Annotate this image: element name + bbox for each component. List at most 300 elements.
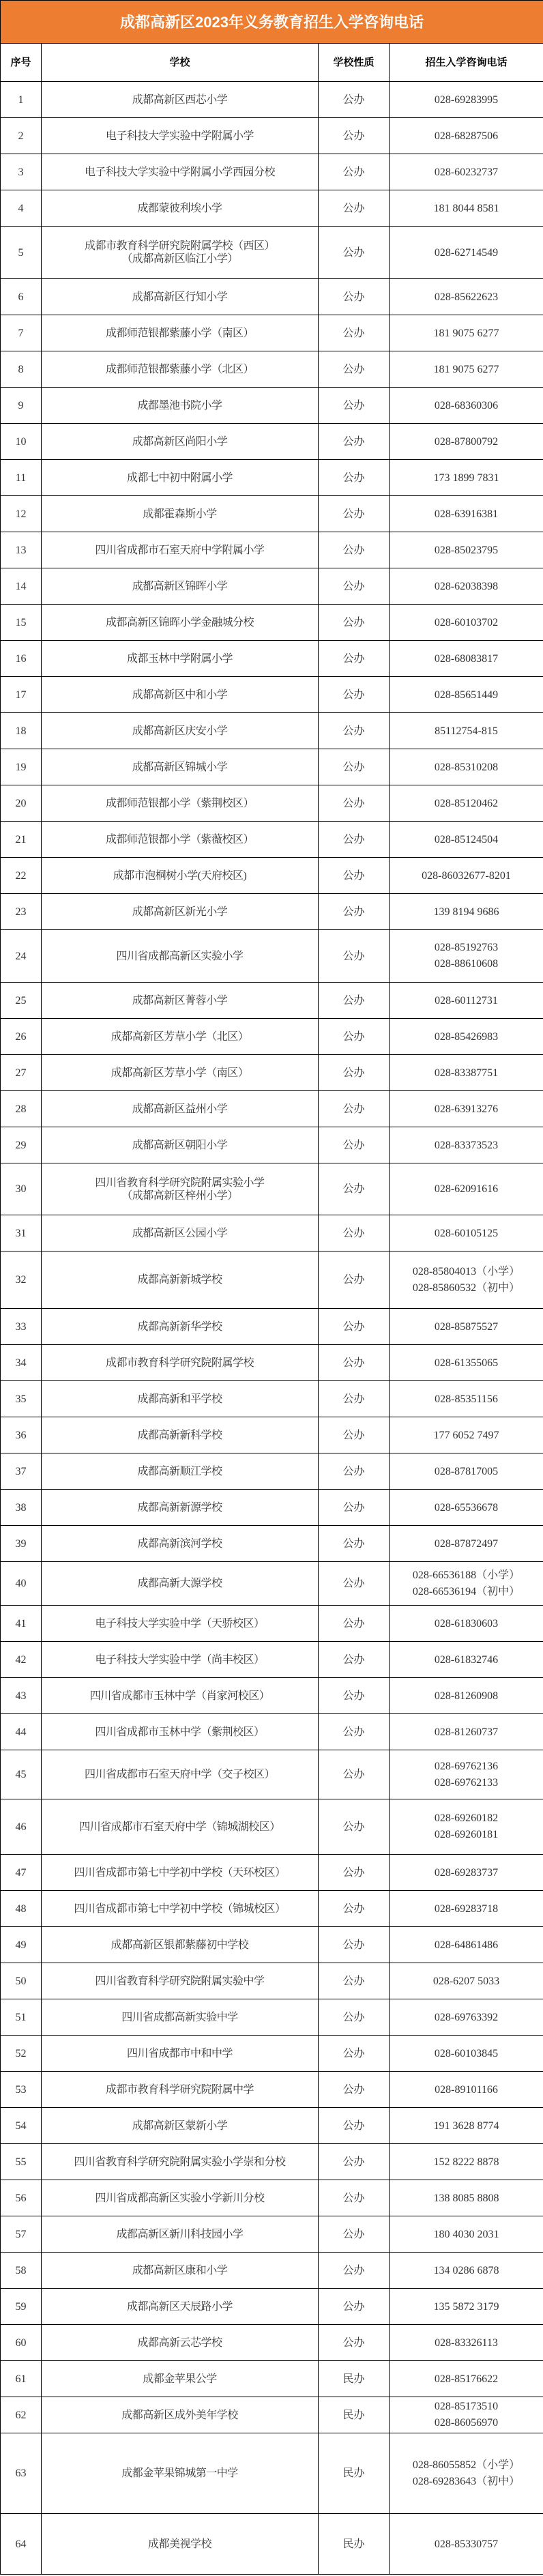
school-name: 成都高新和平学校 xyxy=(137,1393,222,1405)
table-row xyxy=(1,713,543,749)
school-type: 公办 xyxy=(319,315,390,351)
row-index: 56 xyxy=(1,2180,42,2216)
phone-cell xyxy=(390,1381,543,1417)
school-type: 公办 xyxy=(319,1019,390,1055)
school-name-cell xyxy=(42,1714,319,1750)
school-name: 成都市教育科学研究院附属学校（西区） xyxy=(84,240,275,252)
school-type: 公办 xyxy=(319,1091,390,1127)
table-row xyxy=(1,2072,543,2108)
row-index: 9 xyxy=(1,388,42,424)
row-index: 38 xyxy=(1,1490,42,1526)
school-type: 公办 xyxy=(319,1750,390,1799)
school-type: 公办 xyxy=(319,351,390,388)
school-type: 公办 xyxy=(319,677,390,713)
phone-number: 028-86056970 xyxy=(434,2417,499,2429)
phone-number: 028-87817005 xyxy=(434,1465,499,1477)
school-name-cell xyxy=(42,154,319,190)
phone-number: 028-83373523 xyxy=(434,1139,499,1151)
school-name: 四川省成都市石室天府中学附属小学 xyxy=(95,544,265,556)
table-row xyxy=(1,1251,543,1309)
school-type: 公办 xyxy=(319,1526,390,1562)
phone-cell xyxy=(390,2072,543,2108)
school-name-cell xyxy=(42,1251,319,1309)
row-index: 6 xyxy=(1,279,42,315)
row-index: 52 xyxy=(1,2036,42,2072)
school-name: 成都师范银都小学（紫薇校区） xyxy=(105,833,254,845)
table-row xyxy=(1,2397,543,2433)
school-name-cell xyxy=(42,1163,319,1215)
phone-cell xyxy=(390,1750,543,1799)
phone-cell xyxy=(390,1562,543,1606)
school-type: 公办 xyxy=(319,2216,390,2253)
phone-cell xyxy=(390,822,543,858)
column-header-row xyxy=(1,44,543,82)
school-name-cell xyxy=(42,2216,319,2253)
school-name-cell xyxy=(42,388,319,424)
phone-cell xyxy=(390,1091,543,1127)
school-name-cell xyxy=(42,2361,319,2397)
table-row xyxy=(1,154,543,190)
phone-cell xyxy=(390,2289,543,2325)
phone-cell xyxy=(390,2108,543,2144)
phone-number: 028-60232737 xyxy=(434,166,499,178)
row-index: 16 xyxy=(1,641,42,677)
school-name-cell xyxy=(42,82,319,118)
phone-cell xyxy=(390,154,543,190)
phone-number: 028-61830603 xyxy=(434,1617,499,1630)
phone-number: 134 0286 6878 xyxy=(433,2264,499,2276)
school-type: 公办 xyxy=(319,713,390,749)
table-row xyxy=(1,2036,543,2072)
school-type: 公办 xyxy=(319,2253,390,2289)
school-type: 公办 xyxy=(319,1127,390,1163)
row-index: 18 xyxy=(1,713,42,749)
table-row xyxy=(1,1453,543,1490)
table-row xyxy=(1,2108,543,2144)
school-name: 成都师范银都紫藤小学（南区） xyxy=(105,327,254,339)
table-row xyxy=(1,2514,543,2575)
table-row xyxy=(1,677,543,713)
table-row xyxy=(1,1562,543,1606)
school-name-cell xyxy=(42,894,319,930)
school-name: 四川省教育科学研究院附属实验小学 xyxy=(95,1176,265,1189)
school-name: 成都高新大源学校 xyxy=(137,1578,222,1589)
school-name: 成都高新区新光小学 xyxy=(132,906,228,918)
table-row xyxy=(1,568,543,605)
row-index: 2 xyxy=(1,118,42,154)
school-name-cell xyxy=(42,496,319,532)
school-name-cell xyxy=(42,568,319,605)
table-row xyxy=(1,1799,543,1855)
phone-number: 028-87872497 xyxy=(434,1537,499,1550)
phone-number: 028-85351156 xyxy=(435,1393,498,1405)
phone-number: 028-85124504 xyxy=(434,833,499,845)
phone-cell xyxy=(390,2325,543,2361)
phone-cell xyxy=(390,351,543,388)
school-name-cell xyxy=(42,1642,319,1678)
table-row xyxy=(1,858,543,894)
school-type: 公办 xyxy=(319,894,390,930)
phone-cell xyxy=(390,677,543,713)
school-name: 成都高新区尚阳小学 xyxy=(132,435,228,448)
row-index: 64 xyxy=(1,2514,42,2575)
school-name: 成都高新区锦晖小学 xyxy=(132,580,228,592)
table-row xyxy=(1,227,543,279)
row-index: 11 xyxy=(1,460,42,496)
school-name: 四川省成都高新实验中学 xyxy=(121,2011,238,2023)
row-index: 23 xyxy=(1,894,42,930)
table-row xyxy=(1,2361,543,2397)
table-row xyxy=(1,1927,543,1963)
row-index: 22 xyxy=(1,858,42,894)
phone-cell xyxy=(390,388,543,424)
phone-number: 028-85023795 xyxy=(434,544,499,556)
phone-cell xyxy=(390,460,543,496)
school-name-cell xyxy=(42,315,319,351)
phone-number: 181 8044 8581 xyxy=(433,202,499,214)
table-body xyxy=(1,82,543,2575)
school-name-cell xyxy=(42,2036,319,2072)
table-row xyxy=(1,1019,543,1055)
phone-number: 028-69762133 xyxy=(434,1776,499,1789)
row-index: 59 xyxy=(1,2289,42,2325)
school-type: 公办 xyxy=(319,2180,390,2216)
school-type: 公办 xyxy=(319,1055,390,1091)
table-row xyxy=(1,2433,543,2514)
row-index: 42 xyxy=(1,1642,42,1678)
school-name: 成都师范银都小学（紫荆校区） xyxy=(105,797,254,809)
school-name: 成都高新顺江学校 xyxy=(137,1465,222,1477)
phone-number: 028-86055852（小学） xyxy=(412,2459,520,2471)
phone-number: 028-69763392 xyxy=(434,2011,499,2023)
table-row xyxy=(1,1678,543,1714)
phone-number: 028-81260908 xyxy=(434,1690,499,1702)
school-name: 成都高新区芳草小学（南区） xyxy=(111,1067,249,1079)
phone-cell xyxy=(390,568,543,605)
phone-number: 181 9075 6277 xyxy=(433,363,499,375)
school-name-cell xyxy=(42,1891,319,1927)
phone-cell xyxy=(390,2036,543,2072)
school-type: 公办 xyxy=(319,496,390,532)
school-type: 公办 xyxy=(319,822,390,858)
phone-number: 028-68083817 xyxy=(434,652,499,665)
school-name: 四川省成都高新区实验小学新川分校 xyxy=(95,2192,265,2204)
school-name: 成都七中初中附属小学 xyxy=(126,472,233,484)
school-name-cell xyxy=(42,858,319,894)
school-type: 公办 xyxy=(319,641,390,677)
school-type: 民办 xyxy=(319,2397,390,2433)
school-type: 公办 xyxy=(319,1215,390,1251)
school-name: 成都师范银都紫藤小学（北区） xyxy=(105,363,254,375)
phone-cell xyxy=(390,1642,543,1678)
table-row xyxy=(1,315,543,351)
phone-cell xyxy=(390,315,543,351)
phone-number: 138 8085 8808 xyxy=(433,2192,499,2204)
row-index: 55 xyxy=(1,2144,42,2180)
school-type: 民办 xyxy=(319,2433,390,2514)
school-name-cell xyxy=(42,351,319,388)
school-name-cell xyxy=(42,822,319,858)
phone-cell xyxy=(390,785,543,822)
phone-cell xyxy=(390,279,543,315)
phone-cell xyxy=(390,1678,543,1714)
phone-cell xyxy=(390,930,543,983)
school-type: 公办 xyxy=(319,424,390,460)
school-type: 民办 xyxy=(319,2514,390,2575)
table-row xyxy=(1,1215,543,1251)
phone-number: 028-85173510 xyxy=(434,2401,499,2412)
phone-cell xyxy=(390,2433,543,2514)
table-row xyxy=(1,1055,543,1091)
school-type: 公办 xyxy=(319,1417,390,1453)
school-type: 公办 xyxy=(319,2144,390,2180)
school-name: 成都市教育科学研究院附属中学 xyxy=(105,2083,254,2096)
school-type: 公办 xyxy=(319,858,390,894)
phone-number: 028-64861486 xyxy=(434,1939,499,1951)
school-type: 公办 xyxy=(319,1642,390,1678)
school-type: 公办 xyxy=(319,1678,390,1714)
phone-number: 028-85120462 xyxy=(434,797,499,809)
school-name-cell xyxy=(42,1490,319,1526)
row-index: 17 xyxy=(1,677,42,713)
row-index: 21 xyxy=(1,822,42,858)
phone-cell xyxy=(390,82,543,118)
phone-cell xyxy=(390,227,543,279)
school-type: 公办 xyxy=(319,1799,390,1855)
phone-number: 028-60103845 xyxy=(434,2047,499,2059)
school-type: 公办 xyxy=(319,983,390,1019)
row-index: 43 xyxy=(1,1678,42,1714)
school-name-cell xyxy=(42,1927,319,1963)
row-index: 29 xyxy=(1,1127,42,1163)
table-row xyxy=(1,1345,543,1381)
phone-number: 028-85622623 xyxy=(434,291,499,303)
school-type: 公办 xyxy=(319,1163,390,1215)
table-row xyxy=(1,1417,543,1453)
table-row xyxy=(1,1999,543,2036)
school-type: 公办 xyxy=(319,1606,390,1642)
school-name-cell xyxy=(42,2289,319,2325)
phone-number: 028-63913276 xyxy=(434,1103,499,1115)
phone-number: 152 8222 8878 xyxy=(433,2156,499,2168)
page-title: 成都高新区2023年义务教育招生入学咨询电话 xyxy=(1,1,543,44)
phone-number: 028-85176622 xyxy=(434,2373,499,2385)
table-row xyxy=(1,1855,543,1891)
row-index: 5 xyxy=(1,227,42,279)
phone-cell xyxy=(390,749,543,785)
school-type: 公办 xyxy=(319,532,390,568)
school-name-cell xyxy=(42,1091,319,1127)
phone-number: 181 9075 6277 xyxy=(433,327,499,339)
row-index: 24 xyxy=(1,930,42,983)
school-name: 成都金苹果锦城第一中学 xyxy=(121,2468,238,2479)
title-row xyxy=(1,1,543,44)
phone-number: 028-61355065 xyxy=(434,1357,499,1369)
school-name: 四川省成都市石室天府中学（锦城湖校区） xyxy=(79,1821,280,1833)
phone-number: 028-65536678 xyxy=(434,1501,499,1514)
table-row xyxy=(1,983,543,1019)
table-row xyxy=(1,2289,543,2325)
phone-cell xyxy=(390,1055,543,1091)
school-name: 成都高新区益州小学 xyxy=(132,1103,228,1115)
school-name-cell xyxy=(42,2433,319,2514)
table-row xyxy=(1,279,543,315)
school-type: 公办 xyxy=(319,2036,390,2072)
table-row xyxy=(1,82,543,118)
phone-cell xyxy=(390,1309,543,1345)
school-name: 成都高新区公园小学 xyxy=(132,1227,228,1239)
row-index: 28 xyxy=(1,1091,42,1127)
school-name: 成都高新区西芯小学 xyxy=(132,93,228,106)
phone-cell xyxy=(390,424,543,460)
row-index: 10 xyxy=(1,424,42,460)
school-name: 成都市泡桐树小学(天府校区) xyxy=(113,869,247,882)
table-row xyxy=(1,1309,543,1345)
table-row xyxy=(1,2180,543,2216)
phone-cell xyxy=(390,1019,543,1055)
school-name-cell xyxy=(42,1855,319,1891)
school-type: 公办 xyxy=(319,1999,390,2036)
school-name-cell xyxy=(42,190,319,227)
school-name-cell xyxy=(42,2180,319,2216)
school-name: 四川省成都市第七中学初中学校（天环校区） xyxy=(74,1866,286,1879)
table-row xyxy=(1,930,543,983)
phone-number: 028-6207 5033 xyxy=(432,1975,500,1987)
school-name-cell xyxy=(42,1309,319,1345)
table-row xyxy=(1,460,543,496)
row-index: 57 xyxy=(1,2216,42,2253)
phone-cell xyxy=(390,1714,543,1750)
row-index: 3 xyxy=(1,154,42,190)
phone-number: 173 1899 7831 xyxy=(433,472,499,484)
school-name-cell xyxy=(42,2325,319,2361)
phone-cell xyxy=(390,605,543,641)
school-name-cell xyxy=(42,279,319,315)
school-name: 成都高新滨河学校 xyxy=(137,1537,222,1550)
school-name: 四川省成都市中和中学 xyxy=(126,2047,233,2059)
row-index: 31 xyxy=(1,1215,42,1251)
table-row xyxy=(1,532,543,568)
phone-number: 028-85330757 xyxy=(434,2538,499,2550)
school-name-cell xyxy=(42,2514,319,2575)
row-index: 51 xyxy=(1,1999,42,2036)
row-index: 41 xyxy=(1,1606,42,1642)
phone-number: 028-87800792 xyxy=(434,435,499,448)
school-name: 电子科技大学实验中学（天骄校区） xyxy=(95,1617,265,1630)
phone-number: 028-61832746 xyxy=(434,1653,499,1666)
school-name: （成都高新区临江小学） xyxy=(121,253,238,265)
school-type: 公办 xyxy=(319,82,390,118)
row-index: 40 xyxy=(1,1562,42,1606)
phone-number: 028-69260181 xyxy=(434,1829,499,1840)
school-name: 成都高新区菁蓉小学 xyxy=(132,994,228,1007)
school-type: 公办 xyxy=(319,930,390,983)
row-index: 45 xyxy=(1,1750,42,1799)
table-row xyxy=(1,496,543,532)
school-type: 公办 xyxy=(319,1251,390,1309)
school-name: 成都高新新科学校 xyxy=(137,1429,222,1441)
phone-cell xyxy=(390,1927,543,1963)
school-name: 成都高新新城学校 xyxy=(137,1274,222,1286)
school-name-cell xyxy=(42,1999,319,2036)
phone-cell xyxy=(390,983,543,1019)
column-header-school: 学校 xyxy=(42,44,319,82)
school-name: 成都高新新华学校 xyxy=(137,1320,222,1333)
school-name-cell xyxy=(42,713,319,749)
school-name-cell xyxy=(42,1345,319,1381)
phone-cell xyxy=(390,2397,543,2433)
school-type: 公办 xyxy=(319,1490,390,1526)
phone-cell xyxy=(390,1163,543,1215)
school-name: 成都高新区康和小学 xyxy=(132,2264,228,2276)
row-index: 15 xyxy=(1,605,42,641)
row-index: 37 xyxy=(1,1453,42,1490)
school-type: 民办 xyxy=(319,2361,390,2397)
school-name: 成都高新区天辰路小学 xyxy=(126,2300,233,2313)
row-index: 34 xyxy=(1,1345,42,1381)
school-type: 公办 xyxy=(319,154,390,190)
phone-cell xyxy=(390,1891,543,1927)
school-name: 成都高新区蒙新小学 xyxy=(132,2119,228,2132)
column-header-phone: 招生入学咨询电话 xyxy=(390,44,543,82)
school-name-cell xyxy=(42,1055,319,1091)
table-row xyxy=(1,2144,543,2180)
school-type: 公办 xyxy=(319,749,390,785)
phone-number: 028-83387751 xyxy=(434,1067,499,1079)
school-name: 四川省教育科学研究院附属实验小学崇和分校 xyxy=(74,2156,286,2168)
row-index: 47 xyxy=(1,1855,42,1891)
phone-number: 028-60112731 xyxy=(435,994,498,1007)
school-name-cell xyxy=(42,930,319,983)
table-row xyxy=(1,118,543,154)
phone-cell xyxy=(390,2180,543,2216)
row-index: 7 xyxy=(1,315,42,351)
phone-cell xyxy=(390,2514,543,2575)
phone-number: 028-62714549 xyxy=(434,246,499,259)
row-index: 25 xyxy=(1,983,42,1019)
school-type: 公办 xyxy=(319,190,390,227)
phone-number: 028-89101166 xyxy=(435,2083,498,2096)
row-index: 46 xyxy=(1,1799,42,1855)
school-type: 公办 xyxy=(319,1309,390,1345)
phone-number: 028-69260182 xyxy=(434,1812,499,1824)
table-row xyxy=(1,1891,543,1927)
phone-number: 028-85804013（小学） xyxy=(412,1265,520,1277)
school-name: 成都高新区锦晖小学金融城分校 xyxy=(105,616,254,628)
phone-number: 028-60103702 xyxy=(434,616,499,628)
school-type: 公办 xyxy=(319,227,390,279)
school-name: 四川省成都市第七中学初中学校（锦城校区） xyxy=(74,1902,286,1915)
school-name: 四川省成都市玉林中学（肖家河校区） xyxy=(89,1690,270,1702)
table-row xyxy=(1,1381,543,1417)
phone-cell xyxy=(390,2253,543,2289)
school-name-cell xyxy=(42,1127,319,1163)
school-name-cell xyxy=(42,424,319,460)
phone-number: 028-66536194（初中） xyxy=(412,1585,520,1597)
school-type: 公办 xyxy=(319,2289,390,2325)
phone-cell xyxy=(390,2361,543,2397)
table-row xyxy=(1,2216,543,2253)
school-type: 公办 xyxy=(319,388,390,424)
school-name-cell xyxy=(42,1417,319,1453)
school-name: 成都高新区行知小学 xyxy=(132,291,228,303)
school-name-cell xyxy=(42,1562,319,1606)
school-type: 公办 xyxy=(319,460,390,496)
row-index: 49 xyxy=(1,1927,42,1963)
table-row xyxy=(1,894,543,930)
row-index: 50 xyxy=(1,1963,42,1999)
row-index: 54 xyxy=(1,2108,42,2144)
